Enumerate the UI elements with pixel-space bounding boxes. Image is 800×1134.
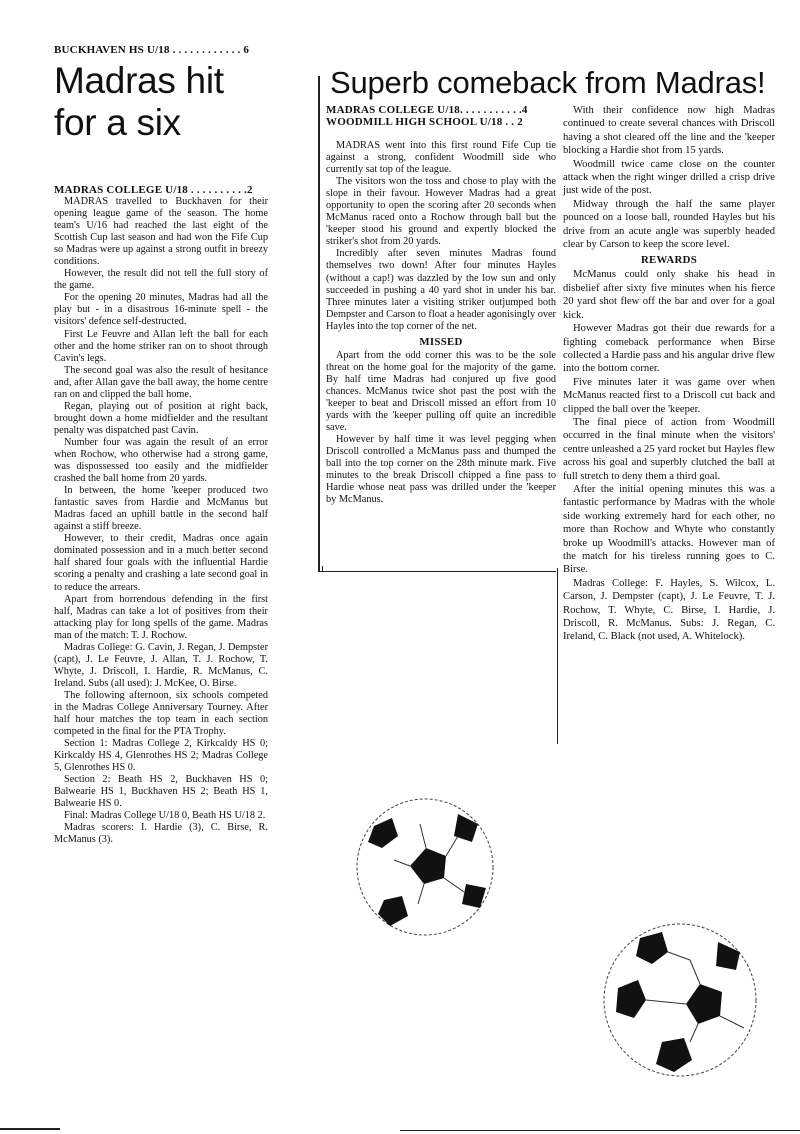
paragraph: Madras scorers: I. Hardie (3), C. Birse, R. McManus (3). — [54, 822, 268, 846]
left-article-body — [54, 196, 268, 847]
bottom-result: MADRAS COLLEGE U/18 . . . . . . . . . .2 — [54, 184, 253, 196]
paragraph: Regan, playing out of position at right back, brought down a home midfielder and the resultant penalty was dispatched past Cavin. — [54, 400, 268, 436]
subhead-missed: MISSED — [419, 335, 463, 348]
paragraph: In between, the home 'keeper produced two fantastic saves from Hardie and McManus but Madras faced an uphill battle in the second half against a stiff breeze. — [54, 485, 268, 533]
paragraph: The visitors won the toss and chose to play with the slope in their favour. However Madras had a great opportunity to open the scoring after 20 seconds when McManus raced onto a Rochow through ball but the 'keeper stood his ground and expertly blocked the striker's shot from 20 yards. — [326, 176, 556, 248]
left-headline-line1: Madras hit — [54, 60, 224, 101]
paragraph: Section 1: Madras College 2, Kirkcaldy HS 0; Kirkcaldy HS 4, Glenrothes HS 2; Madras College 5, Glenrothes HS 0. — [54, 738, 268, 774]
paragraph: Section 2: Beath HS 2, Buckhaven HS 0; Balwearie HS 1, Buckhaven HS 2; Beath HS 1, Balwearie HS 0. — [54, 774, 268, 810]
paragraph: Five minutes later it was game over when McManus reacted first to a Driscoll cut back and clipped the ball over the 'keeper. — [563, 376, 775, 415]
paragraph: Midway through the half the same player pounced on a loose ball, rounded Hayles but his drive from an acute angle was superbly headed clear by Carson to keep the score level. — [563, 198, 775, 251]
paragraph: MADRAS travelled to Buckhaven for their opening league game of the season. The home team's U/16 had reached the last eight of the Scottish Cup last season and had won the Fife Cup so Madras were up against a strong outfit in breezy conditions. — [54, 196, 268, 268]
paragraph: MADRAS went into this first round Fife Cup tie against a strong, confident Woodmill side who currently sat top of the league. — [326, 140, 556, 176]
main-article-bottom-rule — [318, 571, 556, 572]
paragraph: However, to their credit, Madras once again dominated possession and in a much better second half shared four goals with the influential Hardie scoring a penalty and crashing a late second goal in to reduce the arrears. — [54, 533, 268, 593]
paragraph: However Madras got their due rewards for a fighting comeback performance when Birse collected a Hardie pass and his angular drive flew into the bottom corner. — [563, 323, 775, 375]
paragraph: The second goal was also the result of hesitance and, after Allan gave the ball away, the home centre ran on and clipped the ball home. — [54, 364, 268, 400]
paragraph: Madras College: G. Cavin, J. Regan, J. Dempster (capt), J. Le Feuvre, J. Allan, T. J. Rochow, T. Whyte, J. Driscoll, I. Hardie, R. McManus, C. Ireland. Subs (all used): J. McKee, O. Birse. — [54, 641, 268, 689]
main-headline: Superb comeback from Madras! — [330, 65, 766, 100]
paragraph: McManus could only shake his head in disbelief after sixty five minutes when his fierce 20 yard shot flew off the bar and over for a goal kick. — [563, 269, 775, 321]
football-icon — [354, 796, 496, 938]
paragraph: Incredibly after seven minutes Madras found themselves two down! After four minutes Hayles (without a cap!) was dazzled by the low sun and only succeeded in pushing a 40 yard shot in under his bar. Three minutes later a visiting striker outjumped both Dempster and Carson to float a header agonisingly over Hayles into the top corner of the net. — [326, 248, 556, 332]
top-result: BUCKHAVEN HS U/18 . . . . . . . . . . . . 6 — [54, 44, 250, 56]
paragraph: The following afternoon, six schools competed in the Madras College Anniversary Tourney. After half hour matches the top team in each section competed in the final for the PTA Trophy. — [54, 689, 268, 738]
left-article — [54, 44, 268, 847]
bottom-edge-left — [0, 1128, 60, 1130]
football-icon — [600, 920, 760, 1080]
paragraph: Apart from horrendous defending in the first half, Madras can take a lot of positives from their attacking play for long spells of the game. Madras man of the match: T. J. Rochow. — [54, 593, 268, 641]
main-article-column-1 — [326, 104, 556, 506]
bottom-edge-right — [400, 1130, 800, 1131]
paragraph: Madras College: F. Hayles, S. Wilcox, L. Carson, J. Dempster (capt), J. Le Feuvre, T. J. Rochow, T. Whyte, C. Birse, I. Hardie, J. Driscoll, R. McManus. Subs: J. Regan, C. Ireland, C. Black (not used, A. Whitelock). — [563, 577, 775, 643]
paragraph: Final: Madras College U/18 0, Beath HS U/18 2. — [64, 810, 266, 822]
paragraph: After the initial opening minutes this was a fantastic performance by Madras with the whole side working extremely hard for each other, no more than Rochow and Whyte who constantly broke up Woodmill's attacks. However man of the match for his tireless running goes to C. Birse. — [563, 483, 775, 576]
left-headline-line2: for a six — [54, 102, 181, 143]
subhead-rewards: REWARDS — [640, 254, 698, 267]
main-article-divider-rule — [557, 568, 558, 744]
paragraph: Woodmill twice came close on the counter attack when the right winger drilled a crisp drive just wide of the post. — [563, 158, 775, 197]
paragraph: First Le Feuvre and Allan left the ball for each other and the home striker ran on to shoot through Cavin's legs. — [54, 328, 268, 364]
paragraph: Number four was again the result of an error when Rochow, who otherwise had a strong game, was dispossessed too easily and the midfielder crashed the ball home from 20 yards. — [54, 436, 268, 485]
main-article-column-2 — [563, 104, 775, 644]
paragraph: However by half time it was level pegging when Driscoll controlled a McManus pass and thumped the ball into the top corner on the 28th minute mark. Five minutes to the break Driscoll chipped a fine pass to Hardie whose neat pass was drilled under the 'keeper by McManus. — [326, 434, 556, 506]
main-article-left-rule — [318, 76, 320, 572]
left-headline — [54, 60, 268, 144]
main-result-line1: MADRAS COLLEGE U/18. . . . . . . . . . .4 — [326, 104, 528, 116]
paragraph: The final piece of action from Woodmill occurred in the final minute when the visitors' centre unleashed a 25 yard rocket but Hayles flew across his goal and superbly clutched the ball at full stretch to deny them a third goal. — [563, 416, 775, 482]
paragraph: Apart from the odd corner this was to be the sole threat on the home goal for the majority of the game. By half time Madras had conjured up five good chances. McManus twice shot past the post with the 'keeper to beat and Driscoll missed an effort from 10 yards with the 'keeper pulling off quite an incredible save. — [326, 349, 556, 434]
paragraph: With their confidence now high Madras continued to create several chances with Driscoll having a shot cleared off the line and the 'keeper blocking a Hardie shot from 15 yards. — [563, 105, 775, 157]
paragraph: However, the result did not tell the full story of the game. — [54, 268, 268, 292]
paragraph: For the opening 20 minutes, Madras had all the play but - in a disastrous 16-minute spell - the visitors' defence self-destructed. — [54, 292, 268, 328]
main-result-line2: WOODMILL HIGH SCHOOL U/18 . . 2 — [326, 116, 523, 128]
